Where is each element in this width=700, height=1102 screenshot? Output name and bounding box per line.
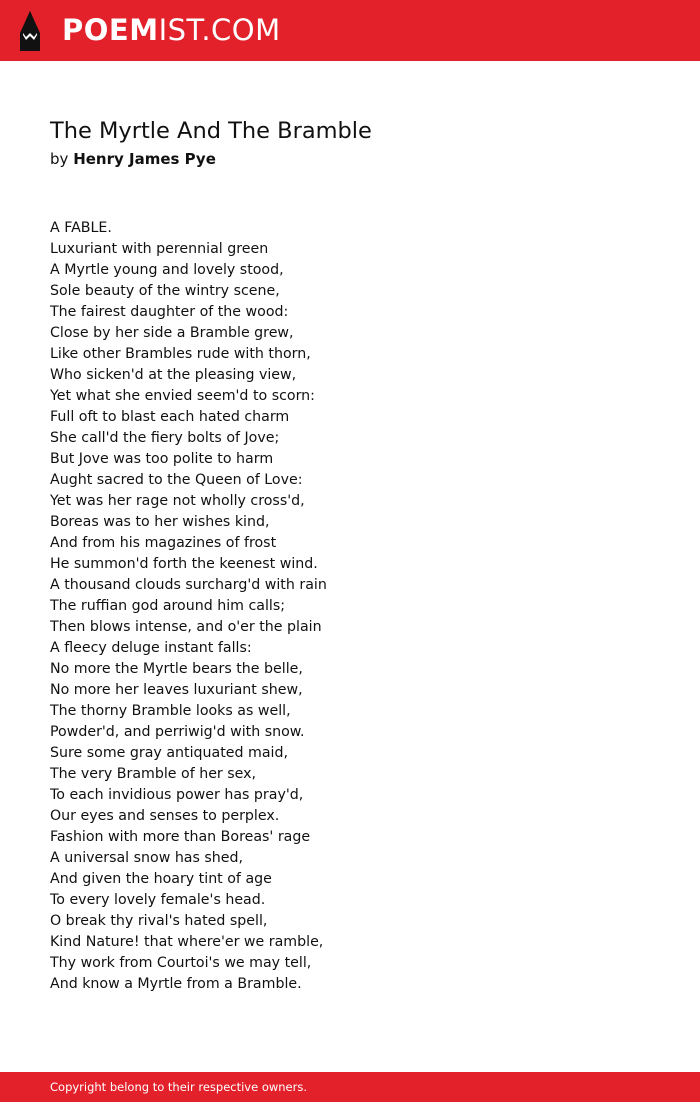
poem-line: She call'd the fiery bolts of Jove; [50, 430, 280, 446]
poem-line: The thorny Bramble looks as well, [50, 703, 291, 719]
poem-line: A FABLE. [50, 220, 112, 236]
poem-line: A Myrtle young and lovely stood, [50, 262, 284, 278]
brand-wordmark [62, 13, 281, 47]
poem-line: A fleecy deluge instant falls: [50, 640, 252, 656]
brand-bold: POEM [62, 13, 159, 47]
poem-line: Luxuriant with perennial green [50, 241, 269, 257]
poem-body [50, 218, 650, 995]
author-name: Henry James Pye [73, 150, 216, 168]
poem-line: No more her leaves luxuriant shew, [50, 682, 303, 698]
poem-line: Boreas was to her wishes kind, [50, 514, 270, 530]
poem-heading [50, 116, 650, 170]
poem-line: Sure some gray antiquated maid, [50, 745, 288, 761]
poem-line: And from his magazines of frost [50, 535, 277, 551]
byline [50, 148, 650, 170]
poem-line: The ruffian god around him calls; [50, 598, 286, 614]
poem-line: Like other Brambles rude with thorn, [50, 346, 311, 362]
poem-line: Then blows intense, and o'er the plain [50, 619, 322, 635]
site-header [0, 0, 700, 61]
poem-line: Fashion with more than Boreas' rage [50, 829, 311, 845]
poem-line: Kind Nature! that where'er we ramble, [50, 934, 324, 950]
poem-line: And given the hoary tint of age [50, 871, 272, 887]
poem-line: O break thy rival's hated spell, [50, 913, 268, 929]
poem-line: But Jove was too polite to harm [50, 451, 274, 467]
poem-line: A universal snow has shed, [50, 850, 244, 866]
poem-line: Sole beauty of the wintry scene, [50, 283, 280, 299]
poem-line: No more the Myrtle bears the belle, [50, 661, 303, 677]
site-footer [0, 1072, 700, 1102]
poem-line: Full oft to blast each hated charm [50, 409, 290, 425]
poem-line: Yet what she envied seem'd to scorn: [50, 388, 315, 404]
poem-line: Our eyes and senses to perplex. [50, 808, 280, 824]
poem-line: The very Bramble of her sex, [50, 766, 257, 782]
poem-line: Powder'd, and perriwig'd with snow. [50, 724, 305, 740]
poem-line: Aught sacred to the Queen of Love: [50, 472, 303, 488]
poem-line: Who sicken'd at the pleasing view, [50, 367, 297, 383]
poem-line: Yet was her rage not wholly cross'd, [50, 493, 305, 509]
pencil-tip-icon [18, 10, 42, 52]
poem-line: And know a Myrtle from a Bramble. [50, 976, 302, 992]
copyright-notice: Copyright belong to their respective owners. [50, 1080, 308, 1094]
poem-line: To each invidious power has pray'd, [50, 787, 304, 803]
poem-title: The Myrtle And The Bramble [50, 118, 372, 144]
brand-light: IST.COM [158, 13, 281, 47]
poem-line: To every lovely female's head. [50, 892, 266, 908]
poem-line: He summon'd forth the keenest wind. [50, 556, 318, 572]
poem-line: The fairest daughter of the wood: [50, 304, 289, 320]
by-label: by [50, 150, 69, 168]
site-logo-link[interactable] [18, 10, 281, 52]
poem-line: Close by her side a Bramble grew, [50, 325, 294, 341]
poem-line: A thousand clouds surcharg'd with rain [50, 577, 327, 593]
poem-line: Thy work from Courtoi's we may tell, [50, 955, 312, 971]
